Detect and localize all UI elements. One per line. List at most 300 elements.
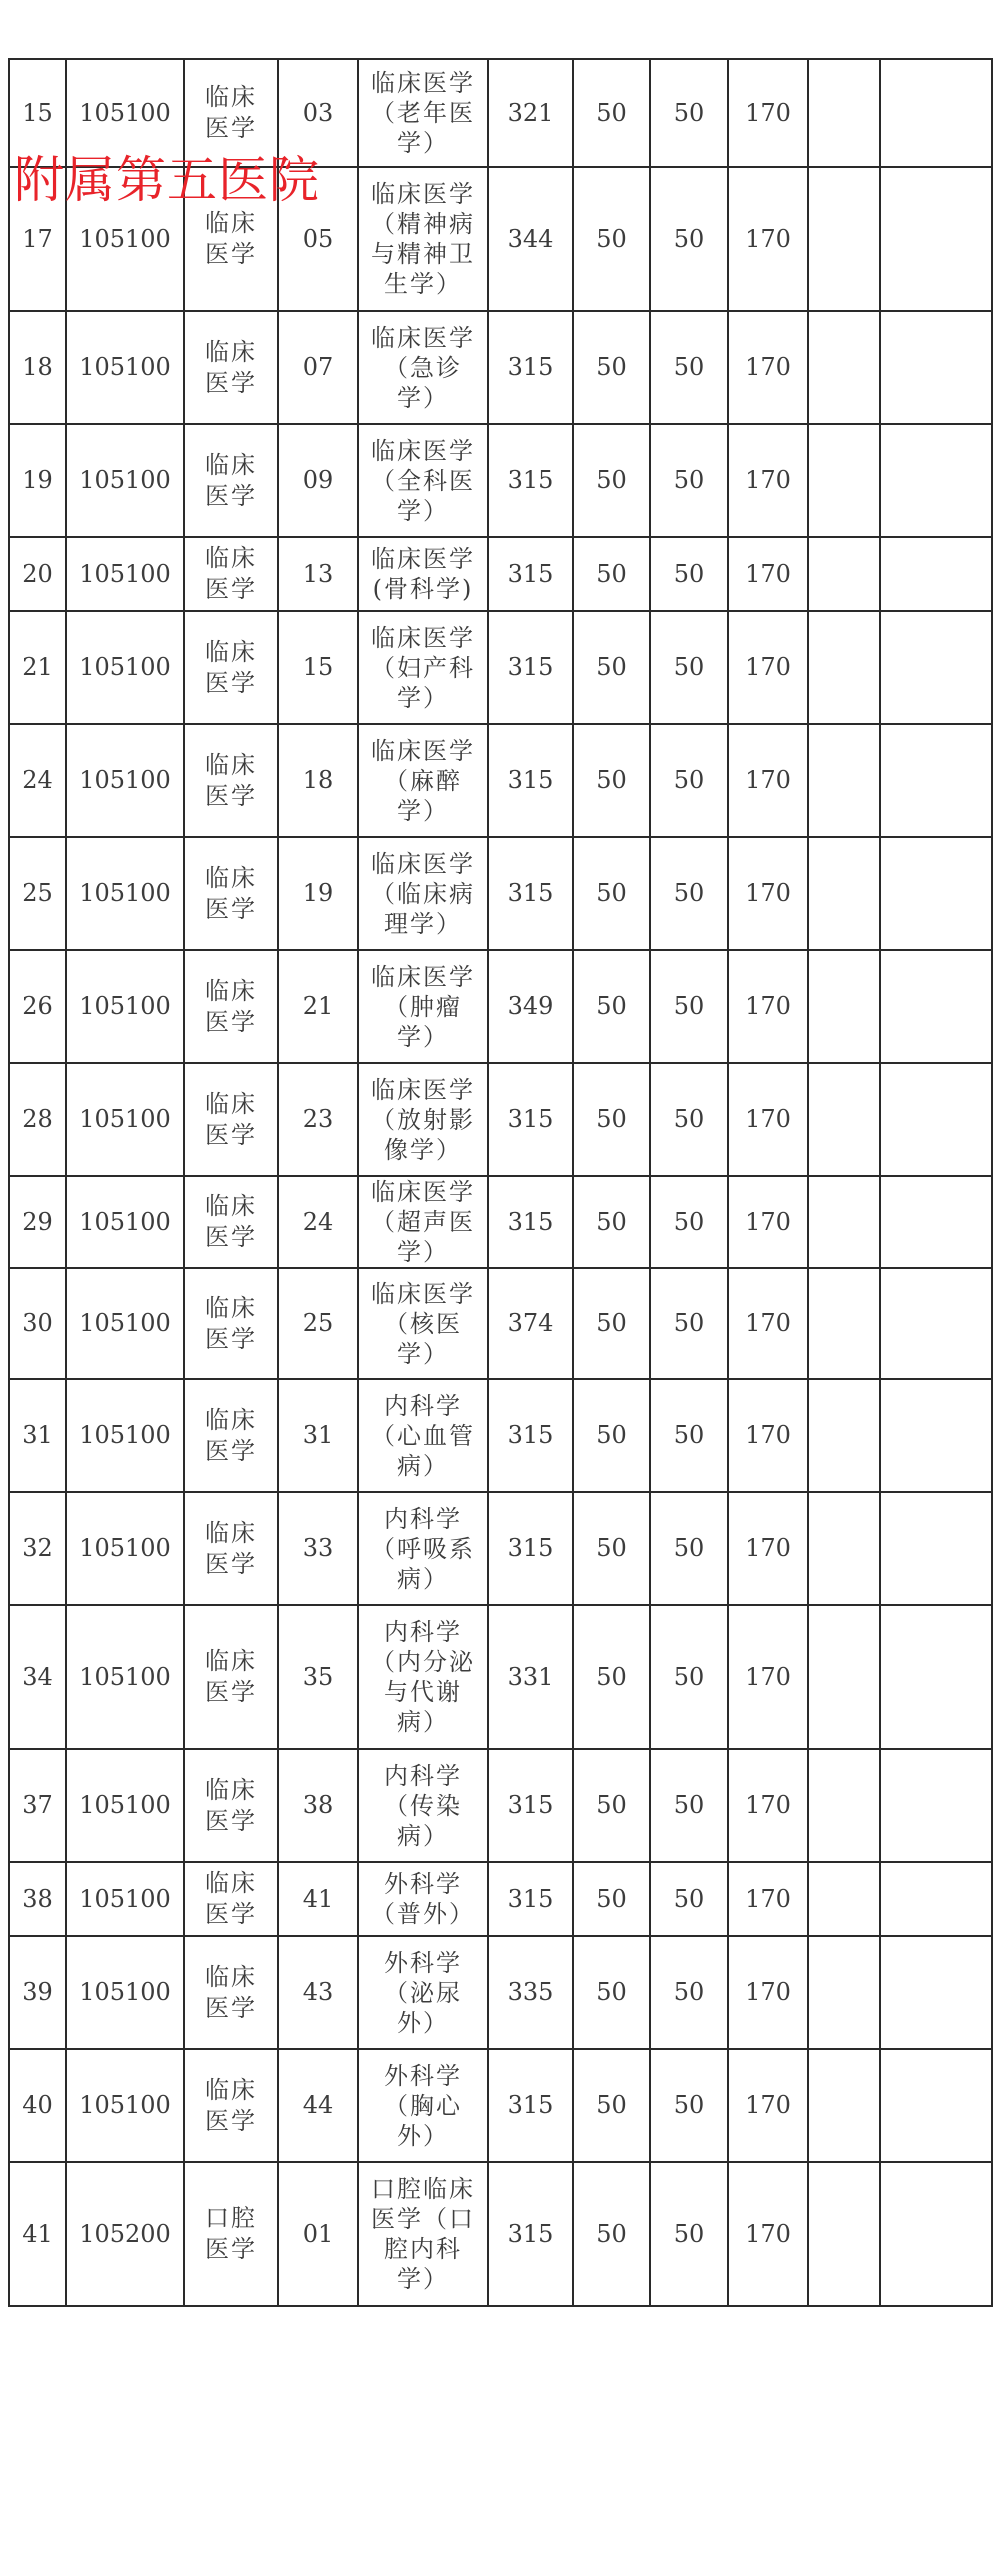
score-line-2-text: 50	[673, 1534, 705, 1562]
empty-cell	[880, 1936, 992, 2049]
major-name-cell	[184, 1605, 278, 1749]
direction-code-text: 18	[302, 766, 334, 794]
subject-code-cell	[66, 2162, 184, 2306]
empty-cell	[880, 537, 992, 611]
empty-cell	[880, 2049, 992, 2162]
score-cell	[488, 611, 573, 724]
empty-cell	[808, 537, 880, 611]
score-line-2-text: 50	[673, 1421, 705, 1449]
score-line-1-cell	[573, 1749, 650, 1862]
score-cell	[488, 950, 573, 1063]
empty-cell	[880, 424, 992, 537]
subject-code-text: 105100	[79, 992, 171, 1020]
direction-name-cell	[358, 59, 488, 167]
empty-cell	[808, 611, 880, 724]
score-line-2-cell	[650, 1492, 728, 1605]
score-line-2-cell	[650, 837, 728, 950]
direction-name-text: 内科学 （呼吸系 病）	[371, 1504, 475, 1593]
empty-cell	[880, 611, 992, 724]
empty-cell	[808, 950, 880, 1063]
row-number-text: 37	[22, 1791, 53, 1819]
direction-name-text: 临床医学 （麻醉 学）	[371, 736, 475, 825]
subject-code-cell	[66, 611, 184, 724]
score-line-1-cell	[573, 1936, 650, 2049]
table-row	[9, 1492, 992, 1605]
direction-name-cell	[358, 1268, 488, 1379]
row-number-cell	[9, 837, 66, 950]
row-number-text: 30	[22, 1309, 53, 1337]
score-cell	[488, 724, 573, 837]
score-line-2-text: 50	[673, 559, 705, 588]
row-number-text: 40	[22, 2091, 53, 2119]
score-line-2-text: 50	[673, 653, 705, 681]
direction-name-cell	[358, 1176, 488, 1268]
score-line-2-cell	[650, 1605, 728, 1749]
subject-code-text: 105100	[79, 766, 171, 794]
score-line-2-text: 50	[673, 224, 705, 253]
score-text: 315	[507, 2219, 554, 2248]
enrollment-table-container	[8, 58, 991, 2307]
major-name-cell	[184, 1862, 278, 1936]
direction-code-cell	[278, 1605, 358, 1749]
direction-code-text: 31	[302, 1421, 334, 1449]
subject-code-cell	[66, 537, 184, 611]
score-line-3-cell	[728, 1749, 808, 1862]
empty-cell	[808, 311, 880, 424]
direction-code-cell	[278, 1492, 358, 1605]
score-text: 344	[507, 224, 554, 253]
row-number-text: 31	[22, 1421, 53, 1449]
empty-cell	[880, 1063, 992, 1176]
score-line-1-cell	[573, 424, 650, 537]
major-name-text: 临床 医学	[205, 450, 257, 510]
row-number-cell	[9, 424, 66, 537]
subject-code-text: 105100	[79, 1105, 171, 1133]
subject-code-text: 105100	[79, 559, 171, 588]
direction-name-text: 临床医学 （放射影 像学）	[371, 1075, 475, 1164]
major-name-text: 临床 医学	[205, 83, 257, 142]
table-row	[9, 1268, 992, 1379]
score-line-2-text: 50	[673, 766, 705, 794]
major-name-cell	[184, 424, 278, 537]
score-line-1-cell	[573, 1862, 650, 1936]
score-line-1-text: 50	[596, 1791, 627, 1819]
score-cell	[488, 537, 573, 611]
score-text: 315	[507, 1207, 554, 1236]
score-line-1-cell	[573, 837, 650, 950]
score-line-1-cell	[573, 1063, 650, 1176]
major-name-text: 临床 医学	[205, 1962, 257, 2022]
score-cell	[488, 1063, 573, 1176]
major-name-text: 临床 医学	[205, 1089, 257, 1149]
subject-code-text: 105100	[79, 2091, 171, 2119]
empty-cell	[880, 311, 992, 424]
direction-name-cell	[358, 1605, 488, 1749]
direction-code-cell	[278, 1268, 358, 1379]
score-line-2-cell	[650, 1063, 728, 1176]
row-number-text: 41	[22, 2219, 53, 2248]
major-name-cell	[184, 1936, 278, 2049]
direction-code-text: 05	[302, 224, 334, 253]
score-line-1-text: 50	[596, 1662, 627, 1691]
score-cell	[488, 311, 573, 424]
major-name-text: 临床 医学	[205, 2075, 257, 2135]
score-line-3-cell	[728, 1176, 808, 1268]
score-line-3-text: 170	[745, 1207, 791, 1236]
table-row	[9, 1379, 992, 1492]
empty-cell	[880, 1862, 992, 1936]
major-name-text: 临床 医学	[205, 337, 257, 397]
empty-cell	[880, 167, 992, 311]
row-number-text: 38	[22, 1884, 53, 1913]
score-line-2-text: 50	[673, 1105, 705, 1133]
empty-cell	[808, 1063, 880, 1176]
subject-code-text: 105100	[79, 466, 171, 494]
overlay-label: 附属第五医院	[14, 151, 320, 209]
empty-cell	[808, 1936, 880, 2049]
score-line-2-text: 50	[673, 2091, 705, 2119]
score-line-2-cell	[650, 611, 728, 724]
row-number-cell	[9, 950, 66, 1063]
major-name-cell	[184, 1268, 278, 1379]
empty-cell	[808, 1379, 880, 1492]
direction-code-cell	[278, 311, 358, 424]
direction-name-cell	[358, 2049, 488, 2162]
empty-cell	[808, 1268, 880, 1379]
table-row	[9, 311, 992, 424]
score-line-3-cell	[728, 1268, 808, 1379]
score-cell	[488, 59, 573, 167]
score-cell	[488, 1749, 573, 1862]
score-text: 315	[507, 653, 554, 681]
score-text: 315	[507, 1105, 554, 1133]
direction-code-cell	[278, 611, 358, 724]
score-line-1-text: 50	[596, 2219, 627, 2248]
direction-name-text: 临床医学 （老年医 学）	[371, 69, 475, 157]
score-line-1-text: 50	[596, 1309, 627, 1337]
score-line-2-cell	[650, 724, 728, 837]
score-cell	[488, 167, 573, 311]
row-number-cell	[9, 2049, 66, 2162]
table-row	[9, 1749, 992, 1862]
score-line-1-cell	[573, 167, 650, 311]
direction-code-text: 38	[302, 1791, 334, 1819]
score-line-2-text: 50	[673, 1309, 705, 1337]
empty-cell	[880, 1379, 992, 1492]
score-line-2-text: 50	[673, 879, 705, 907]
major-name-text: 临床 医学	[205, 1293, 257, 1353]
empty-cell	[880, 1749, 992, 1862]
enrollment-table	[8, 58, 993, 2307]
score-line-1-text: 50	[596, 1884, 627, 1913]
major-name-cell	[184, 611, 278, 724]
subject-code-text: 105100	[79, 879, 171, 907]
score-line-1-text: 50	[596, 766, 627, 794]
direction-code-cell	[278, 1176, 358, 1268]
table-row	[9, 611, 992, 724]
score-text: 315	[507, 1884, 554, 1913]
score-line-3-cell	[728, 424, 808, 537]
subject-code-text: 105100	[79, 353, 171, 381]
direction-name-cell	[358, 2162, 488, 2306]
score-line-3-cell	[728, 311, 808, 424]
score-line-2-text: 50	[673, 1662, 705, 1691]
direction-code-text: 44	[302, 2091, 334, 2119]
direction-name-cell	[358, 611, 488, 724]
direction-name-text: 外科学 （泌尿 外）	[384, 1948, 462, 2037]
direction-name-cell	[358, 311, 488, 424]
major-name-text: 口腔 医学	[205, 2204, 257, 2263]
subject-code-text: 105100	[79, 1662, 171, 1691]
direction-code-cell	[278, 1936, 358, 2049]
score-text: 335	[507, 1978, 554, 2006]
score-line-3-cell	[728, 724, 808, 837]
row-number-cell	[9, 1605, 66, 1749]
score-line-2-cell	[650, 950, 728, 1063]
row-number-text: 21	[22, 653, 53, 681]
score-line-3-text: 170	[745, 2219, 791, 2248]
score-line-3-text: 170	[745, 2091, 791, 2119]
score-line-3-cell	[728, 1936, 808, 2049]
direction-name-text: 临床医学 （全科医 学）	[371, 436, 475, 525]
score-cell	[488, 2162, 573, 2306]
score-line-1-cell	[573, 950, 650, 1063]
table-row	[9, 1936, 992, 2049]
major-name-text: 临床 医学	[205, 863, 257, 923]
empty-cell	[808, 837, 880, 950]
score-text: 315	[507, 1791, 554, 1819]
direction-code-text: 24	[302, 1207, 334, 1236]
row-number-cell	[9, 1492, 66, 1605]
subject-code-text: 105100	[79, 1207, 171, 1236]
subject-code-cell	[66, 1492, 184, 1605]
subject-code-cell	[66, 950, 184, 1063]
major-name-cell	[184, 1749, 278, 1862]
subject-code-text: 105100	[79, 653, 171, 681]
score-line-3-text: 170	[745, 1884, 791, 1913]
score-line-1-text: 50	[596, 653, 627, 681]
major-name-text: 临床 医学	[205, 976, 257, 1036]
table-row	[9, 1862, 992, 1936]
table-row	[9, 2049, 992, 2162]
direction-code-cell	[278, 724, 358, 837]
subject-code-text: 105100	[79, 1309, 171, 1337]
major-name-cell	[184, 1063, 278, 1176]
score-line-1-cell	[573, 724, 650, 837]
empty-cell	[808, 1492, 880, 1605]
score-line-1-text: 50	[596, 879, 627, 907]
empty-cell	[808, 1176, 880, 1268]
row-number-cell	[9, 1749, 66, 1862]
major-name-cell	[184, 1379, 278, 1492]
score-text: 315	[507, 1534, 554, 1562]
score-cell	[488, 1492, 573, 1605]
direction-code-cell	[278, 1862, 358, 1936]
major-name-cell	[184, 537, 278, 611]
direction-name-text: 内科学 （传染 病）	[384, 1761, 462, 1850]
score-line-3-text: 170	[745, 1534, 791, 1562]
score-line-2-text: 50	[673, 1884, 705, 1913]
score-line-1-text: 50	[596, 1534, 627, 1562]
score-text: 315	[507, 559, 554, 588]
score-line-2-cell	[650, 1268, 728, 1379]
major-name-text: 临床 医学	[205, 1518, 257, 1578]
empty-cell	[880, 1605, 992, 1749]
score-line-2-text: 50	[673, 2219, 705, 2248]
subject-code-text: 105100	[79, 1884, 171, 1913]
score-line-2-cell	[650, 2049, 728, 2162]
score-line-2-cell	[650, 1379, 728, 1492]
score-line-3-text: 170	[745, 1662, 791, 1691]
direction-name-text: 临床医学 （精神病 与精神卫 生学）	[371, 180, 475, 298]
score-text: 349	[507, 992, 554, 1020]
score-cell	[488, 1862, 573, 1936]
score-line-1-text: 50	[596, 1978, 627, 2006]
subject-code-cell	[66, 1176, 184, 1268]
direction-code-text: 25	[302, 1309, 334, 1337]
direction-name-cell	[358, 1492, 488, 1605]
row-number-cell	[9, 1379, 66, 1492]
score-line-3-cell	[728, 950, 808, 1063]
direction-name-text: 外科学 （普外）	[371, 1870, 475, 1928]
direction-name-cell	[358, 1862, 488, 1936]
direction-name-text: 外科学 （胸心 外）	[384, 2061, 462, 2150]
empty-cell	[808, 1862, 880, 1936]
empty-cell	[808, 2049, 880, 2162]
row-number-text: 17	[22, 224, 53, 253]
direction-name-text: 内科学 （内分泌 与代谢 病）	[371, 1618, 475, 1736]
score-line-3-cell	[728, 1379, 808, 1492]
direction-name-cell	[358, 1936, 488, 2049]
direction-code-text: 21	[302, 992, 334, 1020]
score-line-2-cell	[650, 2162, 728, 2306]
direction-name-cell	[358, 424, 488, 537]
score-line-2-text: 50	[673, 1207, 705, 1236]
subject-code-cell	[66, 1862, 184, 1936]
direction-code-text: 19	[302, 879, 334, 907]
score-line-3-text: 170	[745, 1309, 791, 1337]
score-line-1-text: 50	[596, 1207, 627, 1236]
score-line-3-text: 170	[745, 766, 791, 794]
row-number-cell	[9, 1862, 66, 1936]
score-line-1-text: 50	[596, 1105, 627, 1133]
major-name-cell	[184, 837, 278, 950]
row-number-text: 26	[22, 992, 53, 1020]
row-number-cell	[9, 2162, 66, 2306]
score-line-3-text: 170	[745, 559, 791, 588]
row-number-cell	[9, 1063, 66, 1176]
direction-code-text: 35	[302, 1662, 334, 1691]
subject-code-cell	[66, 2049, 184, 2162]
major-name-cell	[184, 2162, 278, 2306]
empty-cell	[880, 950, 992, 1063]
direction-name-text: 临床医学 （急诊 学）	[371, 323, 475, 412]
row-number-cell	[9, 537, 66, 611]
score-line-2-cell	[650, 1749, 728, 1862]
row-number-cell	[9, 1268, 66, 1379]
major-name-text: 临床 医学	[205, 1775, 257, 1835]
score-line-1-cell	[573, 1379, 650, 1492]
score-text: 331	[507, 1662, 554, 1691]
direction-code-cell	[278, 2049, 358, 2162]
direction-name-cell	[358, 837, 488, 950]
row-number-cell	[9, 1176, 66, 1268]
direction-name-text: 口腔临床 医学（口 腔内科 学）	[371, 2175, 475, 2293]
row-number-text: 20	[22, 559, 53, 588]
direction-name-text: 临床医学 （超声医 学）	[371, 1178, 475, 1266]
score-line-1-cell	[573, 611, 650, 724]
direction-code-text: 09	[302, 466, 334, 494]
major-name-text: 临床 医学	[205, 750, 257, 810]
empty-cell	[808, 1605, 880, 1749]
subject-code-text: 105200	[79, 2219, 171, 2248]
direction-code-cell	[278, 1063, 358, 1176]
score-line-2-cell	[650, 167, 728, 311]
score-line-1-text: 50	[596, 992, 627, 1020]
score-text: 315	[507, 353, 554, 381]
empty-cell	[880, 59, 992, 167]
score-line-3-text: 170	[745, 879, 791, 907]
subject-code-text: 105100	[79, 1421, 171, 1449]
empty-cell	[808, 1749, 880, 1862]
table-row	[9, 1605, 992, 1749]
score-line-3-text: 170	[745, 466, 791, 494]
score-line-3-text: 170	[745, 1421, 791, 1449]
major-name-cell	[184, 311, 278, 424]
table-row	[9, 837, 992, 950]
score-cell	[488, 1605, 573, 1749]
score-line-3-text: 170	[745, 992, 791, 1020]
empty-cell	[880, 724, 992, 837]
major-name-text: 临床 医学	[205, 637, 257, 697]
score-line-1-cell	[573, 1605, 650, 1749]
score-text: 315	[507, 766, 554, 794]
major-name-text: 临床 医学	[205, 209, 257, 268]
score-text: 315	[507, 1421, 554, 1449]
score-line-1-text: 50	[596, 466, 627, 494]
empty-cell	[808, 2162, 880, 2306]
subject-code-cell	[66, 311, 184, 424]
major-name-text: 临床 医学	[205, 1647, 257, 1706]
score-line-3-text: 170	[745, 224, 791, 253]
score-line-3-text: 170	[745, 653, 791, 681]
score-text: 321	[507, 98, 554, 127]
direction-code-text: 07	[302, 353, 334, 381]
score-line-1-text: 50	[596, 98, 627, 127]
direction-code-cell	[278, 837, 358, 950]
row-number-text: 29	[22, 1207, 53, 1236]
row-number-text: 25	[22, 879, 53, 907]
score-line-1-text: 50	[596, 353, 627, 381]
empty-cell	[808, 724, 880, 837]
score-cell	[488, 424, 573, 537]
table-row	[9, 537, 992, 611]
direction-code-cell	[278, 537, 358, 611]
direction-name-cell	[358, 950, 488, 1063]
subject-code-cell	[66, 1268, 184, 1379]
empty-cell	[880, 1492, 992, 1605]
score-line-3-cell	[728, 837, 808, 950]
direction-code-text: 01	[302, 2219, 334, 2248]
table-row	[9, 950, 992, 1063]
score-line-2-cell	[650, 1176, 728, 1268]
subject-code-text: 105100	[79, 1534, 171, 1562]
score-line-3-text: 170	[745, 1105, 791, 1133]
score-line-2-text: 50	[673, 992, 705, 1020]
subject-code-cell	[66, 1063, 184, 1176]
score-line-1-text: 50	[596, 224, 627, 253]
major-name-cell	[184, 724, 278, 837]
